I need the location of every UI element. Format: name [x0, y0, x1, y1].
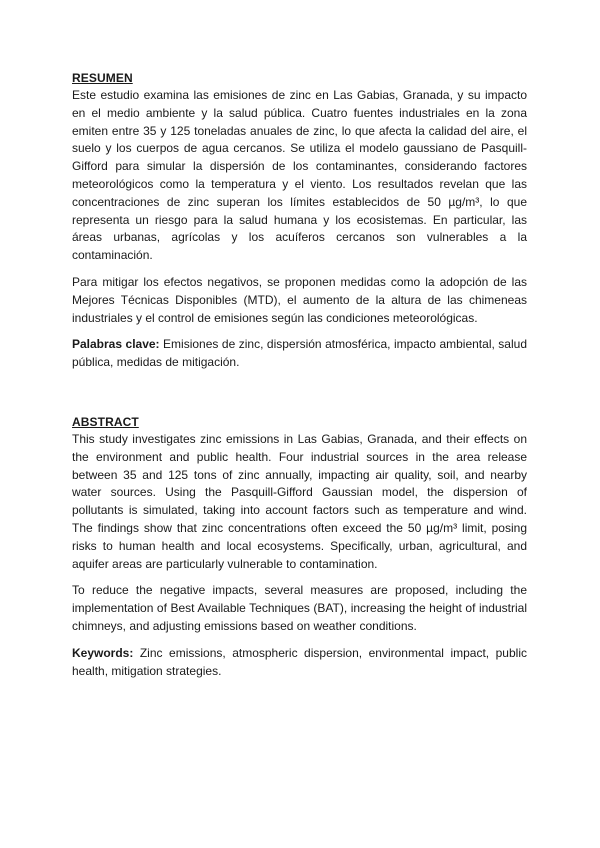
abstract-keywords — [72, 645, 527, 681]
abstract-paragraph-1: This study investigates zinc emissions in Las Gabias, Granada, and their effects on the environment and public health. Four industrial sources in the area release between 35 and 125 tons of zinc annually, impacting air quality, soil, and nearby water sources. Using the Pasquill-Gifford Gaussian model, the dispersion of pollutants is simulated, taking into account factors such as temperature and wind. The findings show that zinc concentrations often exceed the 50 µg/m³ limit, posing risks to human health and local ecosystems. Specifically, urban, agricultural, and aquifer areas are particularly vulnerable to contamination. — [72, 431, 527, 571]
abstract-keywords-text: Zinc emissions, atmospheric dispersion, environmental impact, public health, mitigation strategies. — [72, 645, 527, 678]
resumen-paragraph-1: Este estudio examina las emisiones de zinc en Las Gabias, Granada, y su impacto en el medio ambiente y la salud pública. Cuatro fuentes industriales en la zona emiten entre 35 y 125 toneladas anuales de zinc, lo que afecta la calidad del aire, el suelo y los cuerpos de agua cercanos. Se utiliza el modelo gaussiano de Pasquill-Gifford para simular la dispersión de los contaminantes, considerando factores meteorológicos como la temperatura y el viento. Los resultados revelan que las concentraciones de zinc superan los límites establecidos de 50 µg/m³, lo que representa un riesgo para la salud humana y los ecosistemas. En particular, las áreas urbanas, agrícolas y los acuíferos cercanos son vulnerables a la contaminación. — [72, 88, 527, 263]
resumen-heading: RESUMEN — [72, 71, 133, 85]
resumen-keywords-text: Emisiones de zinc, dispersión atmosférica, impacto ambiental, salud pública, medidas de mitigación. — [72, 337, 527, 370]
abstract-heading: ABSTRACT — [72, 414, 139, 429]
resumen-paragraph-2: Para mitigar los efectos negativos, se proponen medidas como la adopción de las Mejores Técnicas Disponibles (MTD), el aumento de la altura de las chimeneas industriales y el control de emisiones según las condiciones meteorológicas. — [72, 274, 527, 325]
resumen-keywords-label: Palabras clave: — [72, 337, 160, 352]
document-page — [72, 70, 527, 680]
abstract-keywords-label: Keywords: — [72, 645, 134, 660]
abstract-paragraph-2: To reduce the negative impacts, several measures are proposed, including the implementation of Best Available Techniques (BAT), increasing the height of industrial chimneys, and adjusting emissions based on weather conditions. — [72, 583, 527, 633]
resumen-keywords — [72, 336, 527, 372]
